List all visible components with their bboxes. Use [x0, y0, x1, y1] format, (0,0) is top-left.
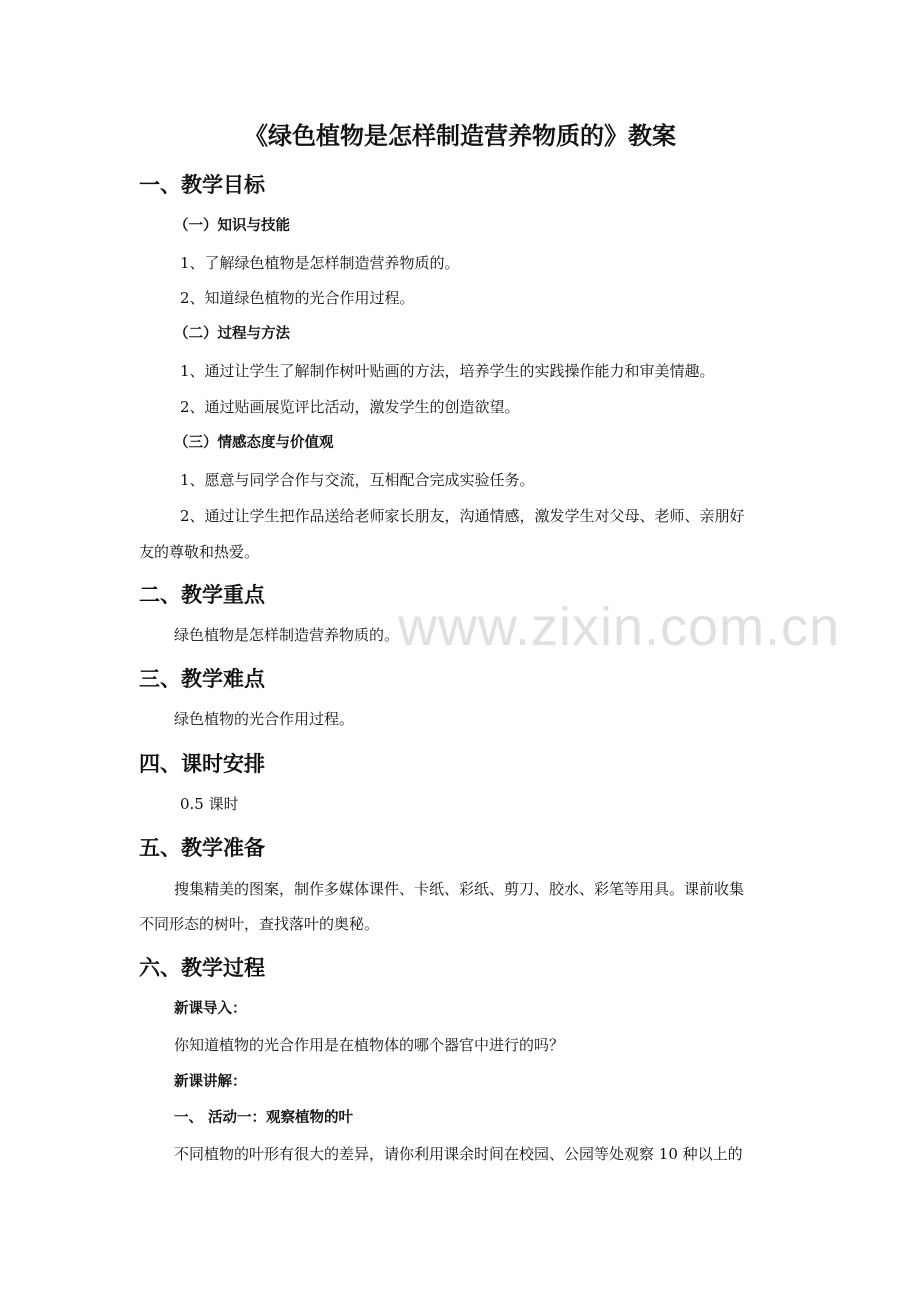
label-new-lesson-intro: 新课导入：	[174, 1001, 247, 1017]
subheading-emotion-values: （三）情感态度与价值观	[174, 435, 334, 451]
paragraph: 绿色植物是怎样制造营养物质的。	[174, 626, 400, 644]
section-heading-schedule: 四、课时安排	[139, 752, 265, 776]
document-title: 《绿色植物是怎样制造营养物质的》教案	[244, 122, 676, 150]
paragraph-continuation: 不同形态的树叶，查找落叶的奥秘。	[139, 915, 380, 933]
paragraph: 2、通过贴画展览评比活动，激发学生的创造欲望。	[180, 398, 520, 416]
paragraph-continuation: 友的尊敬和热爱。	[139, 543, 260, 561]
paragraph: 搜集精美的图案，制作多媒体课件、卡纸、彩纸、剪刀、胶水、彩笔等用具。课前收集	[174, 880, 745, 898]
paragraph: 你知道植物的光合作用是在植物体的哪个器官中进行的吗？	[174, 1036, 565, 1054]
paragraph: 1、了解绿色植物是怎样制造营养物质的。	[180, 254, 460, 272]
paragraph: 绿色植物的光合作用过程。	[174, 710, 355, 728]
paragraph: 1、通过让学生了解制作树叶贴画的方法，培养学生的实践操作能力和审美情趣。	[180, 362, 715, 380]
label-activity-one: 一、 活动一：观察植物的叶	[174, 1110, 354, 1126]
section-heading-key-points: 二、教学重点	[139, 583, 265, 607]
paragraph: 2、通过让学生把作品送给老师家长朋友，沟通情感，激发学生对父母、老师、亲朋好	[180, 507, 745, 525]
paragraph: 0.5 课时	[180, 795, 239, 813]
paragraph: 不同植物的叶形有很大的差异，请你利用课余时间在校园、公园等处观察 10 种以上的	[174, 1145, 743, 1163]
subheading-process-methods: （二）过程与方法	[174, 326, 290, 342]
watermark-text: www.zixin.com.cn	[398, 597, 841, 657]
section-heading-process: 六、教学过程	[139, 956, 265, 980]
paragraph: 2、知道绿色植物的光合作用过程。	[180, 289, 415, 307]
label-new-lesson-explain: 新课讲解：	[174, 1074, 247, 1090]
section-heading-difficulties: 三、教学难点	[139, 667, 265, 691]
subheading-knowledge-skills: （一）知识与技能	[174, 218, 290, 234]
paragraph: 1、愿意与同学合作与交流，互相配合完成实验任务。	[180, 471, 535, 489]
section-heading-preparation: 五、教学准备	[139, 836, 265, 860]
section-heading-objectives: 一、教学目标	[139, 173, 265, 197]
